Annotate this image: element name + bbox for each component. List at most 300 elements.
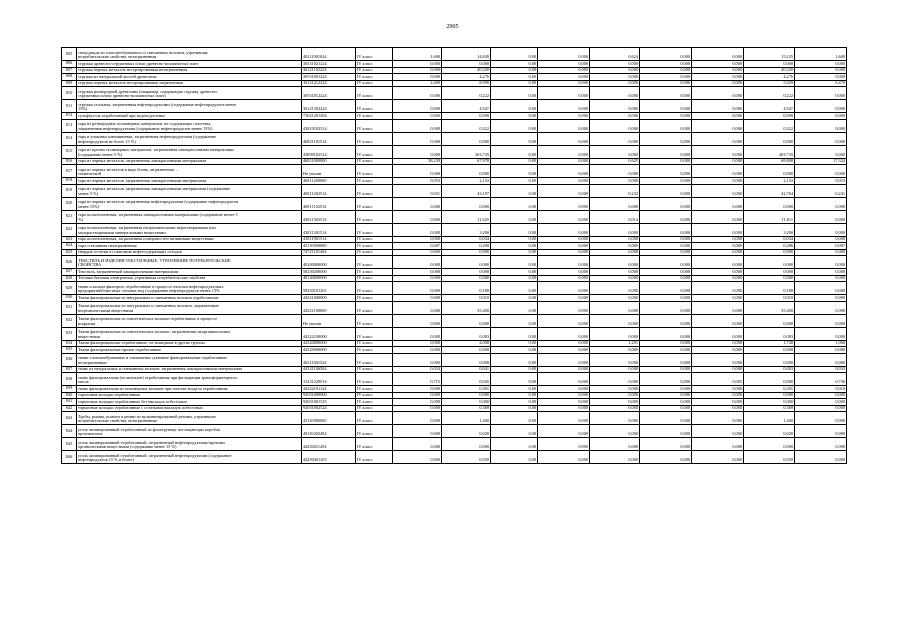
fkko-code: 40211001524 (302, 353, 356, 366)
fkko-code: 44322101124 (302, 386, 356, 393)
row-number: 839 (62, 386, 77, 393)
row-number: 828 (62, 275, 77, 282)
quantity-cell: 3,200 (442, 223, 491, 236)
quantity-cell: 0,00 (491, 412, 538, 425)
quantity-cell: 0,000 (795, 269, 847, 276)
waste-registry-table (61, 47, 847, 464)
quantity-cell: 0,00 (491, 80, 538, 87)
row-number: 825 (62, 249, 77, 256)
quantity-cell: 0,000 (795, 145, 847, 158)
hazard-class: IV класс (356, 405, 393, 412)
row-number: 841 (62, 399, 77, 406)
waste-name: тара и упаковка алюминиевая, загрязненная нефтепродуктами (содержание нефтепродуктов не более 15 %) (77, 132, 302, 145)
quantity-cell: 0,000 (744, 399, 795, 406)
fkko-code: 92031001525 (302, 399, 356, 406)
quantity-cell: 0,00 (491, 100, 538, 113)
quantity-cell: 0,000 (744, 132, 795, 145)
row-number: 843 (62, 412, 77, 425)
hazard-class: IV класс (356, 347, 393, 354)
quantity-cell: 0,000 (692, 366, 744, 373)
row-number: 813 (62, 119, 77, 132)
quantity-cell: 0,000 (590, 392, 640, 399)
quantity-cell: 0,000 (393, 301, 442, 314)
quantity-cell: 6,470 (795, 80, 847, 87)
quantity-cell: 0,053 (795, 178, 847, 185)
row-number: 834 (62, 340, 77, 347)
quantity-cell: 0,369 (744, 405, 795, 412)
quantity-cell: 0,000 (692, 132, 744, 145)
row-number: 819 (62, 184, 77, 197)
fkko-code: 46811102514 (302, 197, 356, 210)
table-row (62, 353, 847, 366)
quantity-cell: 0,00 (491, 275, 538, 282)
quantity-cell: 0,000 (692, 399, 744, 406)
hazard-class: IV класс (356, 74, 393, 81)
row-number: 824 (62, 243, 77, 250)
quantity-cell: 0,000 (640, 80, 692, 87)
quantity-cell: 0,00 (491, 373, 538, 386)
quantity-cell: 0,715 (393, 373, 442, 386)
row-number: 812 (62, 113, 77, 120)
table-row (62, 425, 847, 438)
fkko-code: 46811200000 (302, 178, 356, 185)
quantity-cell: 0,000 (640, 100, 692, 113)
quantity-cell: 0,00 (491, 314, 538, 327)
quantity-cell: 0,000 (538, 197, 590, 210)
fkko-code: 44320000000 (302, 340, 356, 347)
table-row (62, 132, 847, 145)
quantity-cell: 0,000 (795, 236, 847, 243)
fkko-code: 43899102514 (302, 145, 356, 158)
quantity-cell: 0,000 (640, 282, 692, 295)
quantity-cell: 0,000 (744, 347, 795, 354)
waste-name: тара из черных металлов, загрязненная лакокрасочными материалами (содержание менее 5 %) (77, 184, 302, 197)
row-number: 840 (62, 392, 77, 399)
quantity-cell: 0,241 (795, 184, 847, 197)
hazard-class: IV класс (356, 249, 393, 256)
quantity-cell: 0,000 (640, 405, 692, 412)
quantity-cell: 0,000 (640, 451, 692, 464)
quantity-cell: 0,000 (692, 256, 744, 269)
quantity-cell: 0,000 (393, 275, 442, 282)
quantity-cell: 0,00 (491, 210, 538, 223)
row-number: 833 (62, 327, 77, 340)
quantity-cell: 0,000 (538, 301, 590, 314)
waste-name: стружка из натуральной чистой древесины (77, 74, 302, 81)
quantity-cell: 0,000 (538, 392, 590, 399)
quantity-cell: 0,000 (795, 347, 847, 354)
waste-name: ткань фильтровальная из полимерных волокон при очистке воздуха отработанная (77, 386, 302, 393)
quantity-cell: 1,060 (795, 340, 847, 347)
quantity-cell: 0,000 (393, 210, 442, 223)
quantity-cell: 0,00 (491, 269, 538, 276)
quantity-cell: 0,000 (640, 119, 692, 132)
quantity-cell: 0,000 (538, 100, 590, 113)
quantity-cell: 0,000 (442, 165, 491, 178)
table-row (62, 165, 847, 178)
quantity-cell: 0,000 (692, 340, 744, 347)
quantity-cell: 0,000 (538, 87, 590, 100)
quantity-cell: 0,000 (692, 158, 744, 165)
quantity-cell: 0,000 (442, 269, 491, 276)
row-number: 832 (62, 314, 77, 327)
quantity-cell: 0,000 (590, 366, 640, 373)
table-row (62, 314, 847, 327)
quantity-cell: 0,000 (795, 113, 847, 120)
quantity-cell: 0,000 (538, 67, 590, 74)
fkko-code: 31231229014 (302, 373, 356, 386)
quantity-cell: 0,000 (393, 67, 442, 74)
hazard-class: IV класс (356, 132, 393, 145)
quantity-cell: 0,000 (590, 425, 640, 438)
fkko-code: 44321100000 (302, 301, 356, 314)
quantity-cell: 0,000 (744, 197, 795, 210)
waste-name: тормозные колодки отработанные без накладок асбестовых (77, 399, 302, 406)
quantity-cell: 0,000 (795, 119, 847, 132)
quantity-cell: 4,947 (744, 100, 795, 113)
quantity-cell: 0,000 (393, 249, 442, 256)
quantity-cell: 0,000 (393, 353, 442, 366)
fkko-code: 49110202494 (302, 425, 356, 438)
quantity-cell: 0,000 (590, 275, 640, 282)
quantity-cell: 0,000 (393, 100, 442, 113)
quantity-cell: 3,200 (744, 223, 795, 236)
table-row (62, 327, 847, 340)
hazard-class: IV класс (356, 210, 393, 223)
quantity-cell: 0,000 (590, 327, 640, 340)
hazard-class: IV класс (356, 373, 393, 386)
hazard-class: IV класс (356, 178, 393, 185)
quantity-cell: 0,000 (640, 178, 692, 185)
quantity-cell: 0,000 (744, 61, 795, 68)
row-number: 830 (62, 295, 77, 302)
quantity-cell: 1,201 (590, 340, 640, 347)
quantity-cell: 0,000 (442, 314, 491, 327)
hazard-class: IV класс (356, 223, 393, 236)
waste-name: Ткани фильтровальные из синтетических волокон отработанные в процессе вскрытия (77, 314, 302, 327)
quantity-cell: 0,00 (491, 74, 538, 81)
waste-name: Ткани фильтровальные из натуральных и смешанных волокон, загрязненные неорганическими веществами (77, 301, 302, 314)
quantity-cell: 0,00 (491, 87, 538, 100)
row-number: 807 (62, 67, 77, 74)
quantity-cell: 0,000 (744, 275, 795, 282)
quantity-cell: 0,00 (491, 438, 538, 451)
quantity-cell: 0,00 (491, 301, 538, 314)
row-number: 844 (62, 425, 77, 438)
quantity-cell: 0,000 (538, 438, 590, 451)
quantity-cell: 0,000 (442, 353, 491, 366)
quantity-cell: 0,000 (692, 405, 744, 412)
quantity-cell: 0,000 (795, 327, 847, 340)
waste-name: ткани и кольца фильтров, отработанные в процессе очистки нефтепродуктовых предприятий/очистных сточных вод (содержание нефтепродуктов менее 15% (77, 282, 302, 295)
hazard-class: IV класс (356, 145, 393, 158)
quantity-cell: 0,000 (393, 165, 442, 178)
quantity-cell: 0,000 (590, 347, 640, 354)
quantity-cell: 0,00 (491, 236, 538, 243)
quantity-cell: 0,000 (795, 210, 847, 223)
quantity-cell: 0,000 (442, 132, 491, 145)
waste-name: Ткани фильтровальные прочие отработанные (77, 347, 302, 354)
page-number: 2905 (446, 24, 459, 30)
quantity-cell: 0,000 (692, 197, 744, 210)
quantity-cell: 4,276 (442, 74, 491, 81)
quantity-cell: 0,083 (744, 327, 795, 340)
quantity-cell: 0,000 (538, 327, 590, 340)
quantity-cell: 0,00 (491, 184, 538, 197)
quantity-cell: 0,000 (692, 223, 744, 236)
quantity-cell: 0,000 (538, 405, 590, 412)
quantity-cell: 0,00 (491, 282, 538, 295)
quantity-cell: 1,600 (795, 48, 847, 61)
quantity-cell: 0,624 (590, 48, 640, 61)
quantity-cell: 0,000 (590, 386, 640, 393)
quantity-cell: 0,000 (538, 113, 590, 120)
row-number: 817 (62, 165, 77, 178)
quantity-cell: 0,000 (393, 314, 442, 327)
quantity-cell: 0,000 (538, 314, 590, 327)
quantity-cell: 0,000 (640, 236, 692, 243)
quantity-cell: 203,735 (442, 145, 491, 158)
quantity-cell: 0,000 (590, 145, 640, 158)
quantity-cell: 0,000 (640, 184, 692, 197)
waste-name: тара из черных металлов в виде бочек, загрязненная ... технической (77, 165, 302, 178)
quantity-cell: 0,00 (491, 399, 538, 406)
fkko-code: 71021201494 (302, 113, 356, 120)
quantity-cell: 0,000 (393, 425, 442, 438)
quantity-cell: 0,000 (442, 347, 491, 354)
quantity-cell: 0,000 (692, 295, 744, 302)
quantity-cell: 0,000 (590, 132, 640, 145)
quantity-cell: 0,000 (795, 223, 847, 236)
fkko-code: Не указан (302, 314, 356, 327)
waste-name: уголь активированный отработанный, загрязненный нефтепродуктами (содержание нефтепродуктов 15 % и более) (77, 451, 302, 464)
quantity-cell: 0,000 (640, 366, 692, 373)
table-body (62, 48, 847, 464)
quantity-cell: 0,000 (442, 392, 491, 399)
quantity-cell: 0,000 (692, 178, 744, 185)
quantity-cell: 0,000 (692, 249, 744, 256)
fkko-code: 36121102224 (302, 67, 356, 74)
quantity-cell: 0,000 (692, 275, 744, 282)
quantity-cell: 0,000 (538, 145, 590, 158)
quantity-cell: 0,000 (590, 438, 640, 451)
quantity-cell: 0,000 (590, 67, 640, 74)
quantity-cell: 0,050 (744, 451, 795, 464)
waste-name: стружка черных металлов несортированная незагрязненная (77, 67, 302, 74)
fkko-code: 92031002524 (302, 405, 356, 412)
row-number: 822 (62, 223, 77, 236)
quantity-cell: 0,000 (393, 197, 442, 210)
hazard-class: IV класс (356, 353, 393, 366)
quantity-cell: 0,000 (442, 275, 491, 282)
row-number: 809 (62, 80, 77, 87)
quantity-cell: 0,000 (590, 74, 640, 81)
quantity-cell: 40,328 (442, 67, 491, 74)
quantity-cell: 0,000 (795, 392, 847, 399)
fkko-code: 44329000000 (302, 347, 356, 354)
table-row (62, 412, 847, 425)
hazard-class: IV класс (356, 119, 393, 132)
quantity-cell: 0,322 (442, 119, 491, 132)
quantity-cell: 0,000 (640, 48, 692, 61)
quantity-cell: 0,00 (491, 392, 538, 399)
quantity-cell: 5,029 (744, 80, 795, 87)
quantity-cell: 0,000 (538, 412, 590, 425)
quantity-cell: 0,000 (393, 113, 442, 120)
quantity-cell: 0,000 (692, 301, 744, 314)
quantity-cell: 0,000 (744, 256, 795, 269)
quantity-cell: 0,000 (590, 119, 640, 132)
quantity-cell: 0,000 (442, 197, 491, 210)
row-number: 816 (62, 158, 77, 165)
quantity-cell: 0,000 (692, 314, 744, 327)
fkko-code: 43110000000 (302, 412, 356, 425)
hazard-class: IV класс (356, 392, 393, 399)
quantity-cell: 0,000 (795, 301, 847, 314)
quantity-cell: 15,225 (744, 48, 795, 61)
hazard-class: IV класс (356, 295, 393, 302)
quantity-cell: 0,000 (640, 158, 692, 165)
quantity-cell: 0,000 (538, 236, 590, 243)
quantity-cell: 0,000 (795, 197, 847, 210)
quantity-cell: 0,000 (538, 165, 590, 178)
quantity-cell: 0,020 (744, 425, 795, 438)
quantity-cell: 0,000 (640, 425, 692, 438)
quantity-cell: 0,00 (491, 295, 538, 302)
quantity-cell: 0,000 (692, 210, 744, 223)
quantity-cell: 0,00 (491, 249, 538, 256)
quantity-cell: 0,00 (491, 256, 538, 269)
quantity-cell: 0,222 (442, 87, 491, 100)
quantity-cell: 0,000 (640, 87, 692, 100)
quantity-cell: 0,034 (744, 236, 795, 243)
hazard-class: IV класс (356, 80, 393, 87)
quantity-cell: 0,000 (692, 243, 744, 250)
waste-name: тара из черных металлов, загрязненная лакокрасочными материалами (77, 178, 302, 185)
quantity-cell: 0,286 (744, 243, 795, 250)
table-row (62, 282, 847, 295)
quantity-cell: 0,000 (442, 256, 491, 269)
table-row (62, 100, 847, 113)
quantity-cell: 0,000 (795, 132, 847, 145)
quantity-cell: 8,990 (442, 80, 491, 87)
hazard-class: IV класс (356, 438, 393, 451)
quantity-cell: 0,090 (442, 113, 491, 120)
table-row (62, 256, 847, 269)
row-number: 829 (62, 282, 77, 295)
quantity-cell: 0,000 (795, 295, 847, 302)
fkko-code: 44321000000 (302, 295, 356, 302)
hazard-class: IV класс (356, 48, 393, 61)
quantity-cell: 0,000 (692, 353, 744, 366)
hazard-class: IV класс (356, 113, 393, 120)
quantity-cell: 0,010 (442, 295, 491, 302)
waste-name: Ткани фильтровальные отработанные, не вошедшие в другие группы (77, 340, 302, 347)
fkko-code: 30531001224 (302, 74, 356, 81)
quantity-cell: 0,000 (640, 314, 692, 327)
waste-name: спецодежда из хлопчатобумажного и смешанных волокон, утратившая потребительские свойства, незагрязненная (77, 48, 302, 61)
waste-name: Трубы, рукава, шланги и ремни из вулканизированной резины, утратившие потребительские свойства, незагрязненные (77, 412, 302, 425)
quantity-cell: 2,133 (744, 178, 795, 185)
quantity-cell: 0,000 (538, 158, 590, 165)
fkko-code: 44250401203 (302, 451, 356, 464)
quantity-cell: 14,849 (442, 48, 491, 61)
quantity-cell: 0,000 (640, 392, 692, 399)
quantity-cell: 0,000 (640, 249, 692, 256)
quantity-cell: 40,328 (744, 67, 795, 74)
quantity-cell: 0,000 (640, 223, 692, 236)
quantity-cell: 1,748 (744, 340, 795, 347)
hazard-class: IV класс (356, 256, 393, 269)
quantity-cell: 4,947 (442, 100, 491, 113)
quantity-cell: 0,000 (692, 184, 744, 197)
quantity-cell: 0,000 (393, 61, 442, 68)
quantity-cell: 0,000 (393, 412, 442, 425)
quantity-cell: 0,000 (640, 165, 692, 178)
quantity-cell: 0,000 (640, 210, 692, 223)
fkko-code: 92031000000 (302, 392, 356, 399)
waste-name: ТЕКСТИЛЬ И ИЗДЕЛИЯ ТЕКСТИЛЬНЫЕ, УТРАТИВШИЕ ПОТРЕБИТЕЛЬСКИЕ СВОЙСТВА (77, 256, 302, 269)
hazard-class: IV класс (356, 158, 393, 165)
quantity-cell: 0,000 (795, 61, 847, 68)
quantity-cell: 11,611 (744, 210, 795, 223)
fkko-code: 43819102514 (302, 119, 356, 132)
waste-name: Текстиль, загрязненный лакокрасочными материалами (77, 269, 302, 276)
quantity-cell: 0,000 (795, 451, 847, 464)
quantity-cell: 0,000 (795, 412, 847, 425)
fkko-code: 48140000000 (302, 275, 356, 282)
quantity-cell: 0,000 (538, 61, 590, 68)
waste-name: ткань из натуральных и смешанных волокон, загрязненная лакокрасочными материалами (77, 366, 302, 373)
quantity-cell: 0,000 (744, 314, 795, 327)
quantity-cell: 0,000 (393, 282, 442, 295)
quantity-cell: 0,000 (393, 87, 442, 100)
quantity-cell: 0,000 (590, 80, 640, 87)
quantity-cell: 0,625 (590, 158, 640, 165)
quantity-cell: 0,00 (491, 48, 538, 61)
quantity-cell: 0,000 (692, 386, 744, 393)
quantity-cell: 0,000 (538, 243, 590, 250)
row-number: 805 (62, 48, 77, 61)
waste-name: стружка древесно-стружечных и/или древесно-волокнистых плит (77, 61, 302, 68)
quantity-cell: 0,000 (795, 282, 847, 295)
quantity-cell: 0,000 (590, 301, 640, 314)
waste-name: Техника бытовая электронная, утратившая потребительские свойства (77, 275, 302, 282)
quantity-cell: 0,000 (538, 386, 590, 393)
fkko-code: 40200000000 (302, 256, 356, 269)
quantity-cell: 0,000 (795, 87, 847, 100)
table-row (62, 48, 847, 61)
waste-name: твердые остатки от сжигания нефтесодержащих отходов (77, 249, 302, 256)
quantity-cell: 0,00 (491, 132, 538, 145)
quantity-cell: 0,000 (442, 249, 491, 256)
quantity-cell: 0,000 (744, 269, 795, 276)
quantity-cell: 0,00 (491, 145, 538, 158)
quantity-cell: 0,054 (393, 366, 442, 373)
row-number: 838 (62, 373, 77, 386)
waste-name: уголь активированный отработанный, загрязненный нефтепродуктами/прочими органическими веществами (содержание менее 15 %) (77, 438, 302, 451)
waste-name: тара из прочих полимерных материалов, загрязненная лакокрасочными материалами (содержание менее 5 %) (77, 145, 302, 158)
waste-name: тормозные колодки отработанные (77, 392, 302, 399)
quantity-cell: 0,000 (393, 340, 442, 347)
row-number: 821 (62, 210, 77, 223)
quantity-cell: 0,00 (491, 451, 538, 464)
quantity-cell: 0,000 (590, 87, 640, 100)
quantity-cell: 0,000 (393, 145, 442, 158)
quantity-cell: 0,000 (590, 256, 640, 269)
quantity-cell: 43,197 (442, 184, 491, 197)
quantity-cell: 0,000 (538, 48, 590, 61)
